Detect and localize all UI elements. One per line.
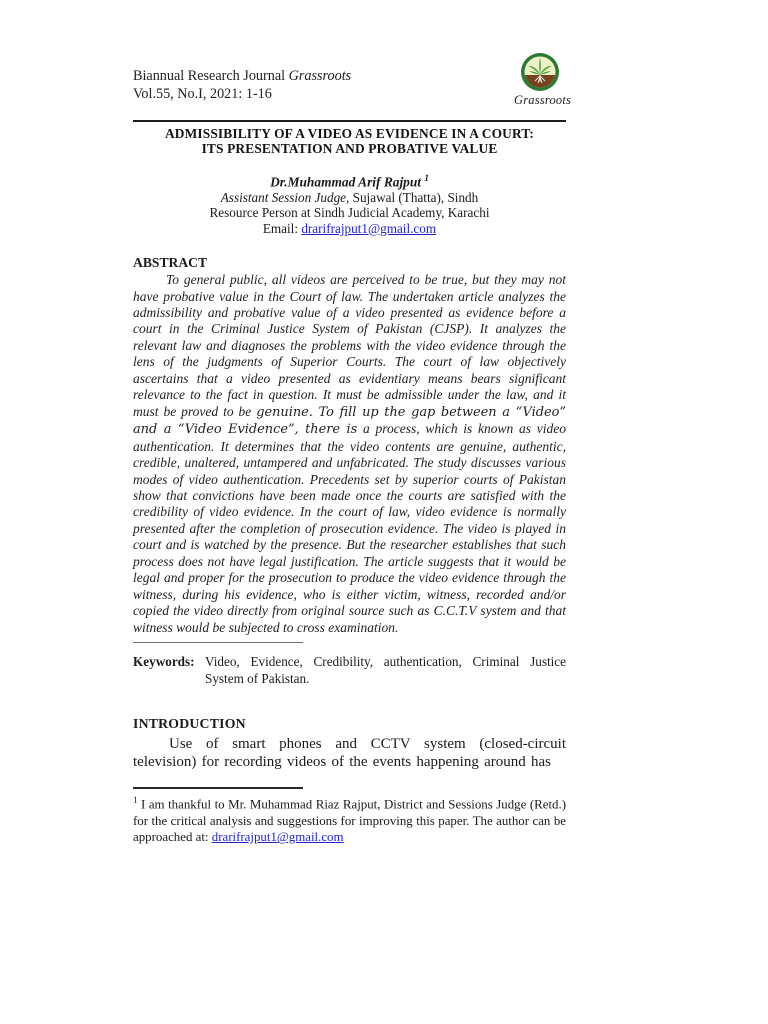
article-title-line2: ITS PRESENTATION AND PROBATIVE VALUE [201,140,498,156]
introduction-paragraph: Use of smart phones and CCTV system (closed-circuit television) for recording videos of the events happening around has [133,736,566,771]
keywords-divider [133,642,303,643]
footnote-rule [133,787,303,789]
journal-title-line [133,68,566,86]
author-email-line [133,221,566,236]
journal-title-block [133,52,566,103]
page-content [133,52,572,846]
footnote-email-link[interactable]: drarifrajput1@gmail.com [211,830,344,845]
introduction-heading: INTRODUCTION [133,716,246,732]
footnote-section [133,787,566,846]
keywords-label: Keywords: [133,654,195,670]
journal-header [133,52,572,118]
abstract-section [133,255,566,636]
email-label: Email: [262,220,302,236]
author-name: Dr.Muhammad Arif Rajput $^1$ [270,173,429,190]
author-email-link[interactable]: drarifrajput1@gmail.com [301,220,437,236]
author-role-rest: Sujawal (Thatta), Sindh [349,189,479,205]
journal-volume-line: Vol.55, No.I, 2021: 1-16 [133,85,272,102]
footnote-body: I am thankful to Mr. Muhammad Riaz Rajput, District and Sessions Judge (Retd.) for the critical analysis and suggestions for improving this paper. The author can be approached at: [133,797,566,845]
grassroots-logo-icon [520,52,560,92]
footnote-text [133,792,566,846]
grassroots-logo [514,52,572,108]
journal-title-regular: Biannual Research Journal [133,68,289,84]
abstract-text-1: To general public, all videos are perceived to be true, but they may not have probative value in the Court of law. The undertaken article analyzes the admissibility and probative value of a video presented as evidence before a court in the Criminal Justice System of Pakistan (CJSP). It analyzes the relevant law and diagnoses the problems with the video evidence through the lens of the judgments of Superior Courts. The court of law objectively ascertains that a video presented as evidentiary means bears significant relevance to the fact in question. It must be admissible under the law, and it must be proved to be [133,272,566,419]
author-footnote-ref: 1 [424,173,429,183]
author-affiliation: Resource Person at Sindh Judicial Academy, Karachi [209,205,490,221]
journal-title-italic: Grassroots [288,68,352,84]
author-block [133,171,566,236]
article-title [133,127,566,156]
author-role-italic: Assistant Session Judge, [220,189,350,205]
keywords-text: Video, Evidence, Credibility, authentication, Criminal Justice System of Pakistan. [205,654,566,687]
author-role-line [133,190,566,205]
header-rule [133,120,566,122]
abstract-heading: ABSTRACT [133,255,208,271]
abstract-paragraph [133,272,566,636]
abstract-text-2: a process, which is known as video authentication. It determines that the video contents are genuine, authentic, credible, unaltered, untampered and unfabricated. The study discusses various modes of video authentication. Precedents set by superior courts of Pakistan show that convictions have been made once the courts are satisfied with the credibility of video evidence. In the court of law, video evidence is normally presented after the completion of prosecution evidence. The video is played in court and is watched by the presence. But the researcher establishes that such process does not have legal justification. The article suggests that it would be legal and proper for the prosecution to produce the video evidence through the witness, during his evidence, who is either victim, witness, recorded and/or copied the video directly from original source such as C.C.T.V system and that witness would be subjected to cross examination. [133,421,567,635]
abstract-text-script: genuine. To fill up the gap between a “Video” and a “Video Evidence”, there is [133,404,566,438]
article-title-line1: ADMISSIBILITY OF A VIDEO AS EVIDENCE IN A COURT: [164,126,535,141]
logo-caption: Grassroots [514,93,572,107]
footnote-ref: 1 [133,794,138,805]
keywords-section [133,653,566,687]
